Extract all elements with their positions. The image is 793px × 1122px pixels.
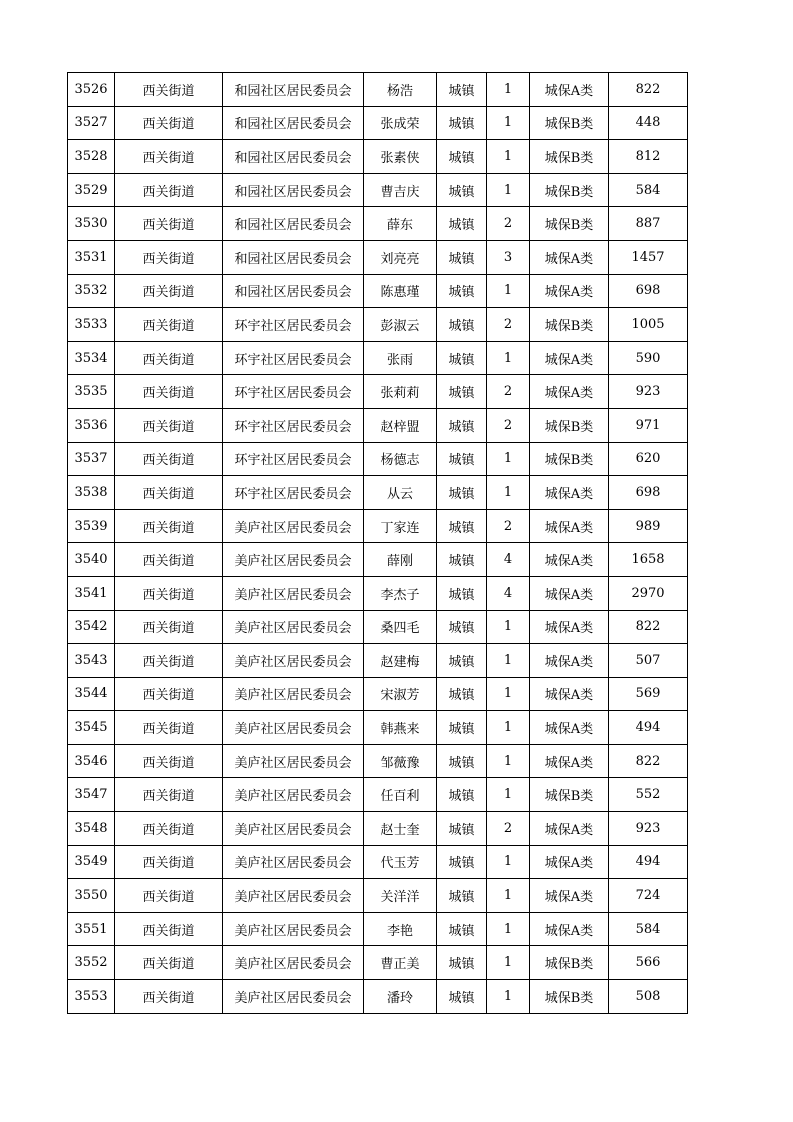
cell-id: 3544: [68, 677, 115, 711]
cell-name: 宋淑芳: [364, 677, 437, 711]
cell-area: 城镇: [437, 509, 487, 543]
cell-amount: 822: [609, 73, 688, 107]
cell-name: 从云: [364, 476, 437, 510]
cell-community: 美庐社区居民委员会: [223, 576, 364, 610]
cell-household-count: 1: [487, 744, 530, 778]
cell-area: 城镇: [437, 341, 487, 375]
cell-area: 城镇: [437, 240, 487, 274]
cell-community: 美庐社区居民委员会: [223, 980, 364, 1014]
cell-name: 张雨: [364, 341, 437, 375]
cell-category: 城保A类: [530, 845, 609, 879]
cell-street: 西关街道: [115, 207, 223, 241]
cell-street: 西关街道: [115, 341, 223, 375]
cell-id: 3535: [68, 375, 115, 409]
cell-id: 3553: [68, 980, 115, 1014]
cell-category: 城保A类: [530, 677, 609, 711]
cell-area: 城镇: [437, 711, 487, 745]
cell-household-count: 1: [487, 946, 530, 980]
cell-household-count: 2: [487, 375, 530, 409]
cell-street: 西关街道: [115, 845, 223, 879]
cell-household-count: 1: [487, 140, 530, 174]
cell-community: 环宇社区居民委员会: [223, 308, 364, 342]
cell-id: 3551: [68, 912, 115, 946]
cell-amount: 812: [609, 140, 688, 174]
cell-area: 城镇: [437, 980, 487, 1014]
cell-category: 城保A类: [530, 912, 609, 946]
cell-category: 城保B类: [530, 308, 609, 342]
cell-amount: 724: [609, 879, 688, 913]
cell-amount: 1457: [609, 240, 688, 274]
cell-household-count: 1: [487, 274, 530, 308]
table-row: [68, 744, 688, 778]
cell-household-count: 2: [487, 509, 530, 543]
cell-name: 关洋洋: [364, 879, 437, 913]
table-row: [68, 140, 688, 174]
cell-area: 城镇: [437, 308, 487, 342]
cell-name: 曹正美: [364, 946, 437, 980]
cell-name: 薛东: [364, 207, 437, 241]
cell-community: 美庐社区居民委员会: [223, 711, 364, 745]
cell-household-count: 2: [487, 308, 530, 342]
cell-amount: 584: [609, 173, 688, 207]
cell-community: 环宇社区居民委员会: [223, 408, 364, 442]
cell-area: 城镇: [437, 744, 487, 778]
cell-community: 和园社区居民委员会: [223, 207, 364, 241]
cell-name: 杨德志: [364, 442, 437, 476]
cell-street: 西关街道: [115, 946, 223, 980]
cell-amount: 569: [609, 677, 688, 711]
cell-area: 城镇: [437, 106, 487, 140]
cell-area: 城镇: [437, 408, 487, 442]
cell-name: 薛刚: [364, 543, 437, 577]
cell-street: 西关街道: [115, 912, 223, 946]
cell-amount: 2970: [609, 576, 688, 610]
cell-household-count: 1: [487, 711, 530, 745]
cell-amount: 448: [609, 106, 688, 140]
cell-category: 城保B类: [530, 980, 609, 1014]
cell-community: 和园社区居民委员会: [223, 274, 364, 308]
cell-street: 西关街道: [115, 711, 223, 745]
cell-community: 环宇社区居民委员会: [223, 442, 364, 476]
cell-area: 城镇: [437, 576, 487, 610]
cell-id: 3526: [68, 73, 115, 107]
table-row: [68, 879, 688, 913]
cell-street: 西关街道: [115, 140, 223, 174]
table-row: [68, 576, 688, 610]
cell-street: 西关街道: [115, 879, 223, 913]
cell-id: 3532: [68, 274, 115, 308]
cell-community: 美庐社区居民委员会: [223, 812, 364, 846]
table-row: [68, 610, 688, 644]
cell-amount: 822: [609, 744, 688, 778]
cell-household-count: 1: [487, 845, 530, 879]
cell-community: 环宇社区居民委员会: [223, 375, 364, 409]
cell-community: 和园社区居民委员会: [223, 140, 364, 174]
table-row: [68, 476, 688, 510]
cell-area: 城镇: [437, 845, 487, 879]
cell-name: 彭淑云: [364, 308, 437, 342]
cell-community: 美庐社区居民委员会: [223, 509, 364, 543]
cell-id: 3538: [68, 476, 115, 510]
cell-category: 城保B类: [530, 106, 609, 140]
cell-household-count: 2: [487, 207, 530, 241]
cell-name: 刘亮亮: [364, 240, 437, 274]
cell-community: 美庐社区居民委员会: [223, 778, 364, 812]
cell-community: 美庐社区居民委员会: [223, 879, 364, 913]
cell-name: 丁家连: [364, 509, 437, 543]
cell-street: 西关街道: [115, 173, 223, 207]
table-row: [68, 207, 688, 241]
cell-id: 3548: [68, 812, 115, 846]
cell-household-count: 2: [487, 408, 530, 442]
cell-area: 城镇: [437, 778, 487, 812]
cell-street: 西关街道: [115, 576, 223, 610]
cell-name: 张素侠: [364, 140, 437, 174]
cell-area: 城镇: [437, 644, 487, 678]
cell-street: 西关街道: [115, 442, 223, 476]
cell-household-count: 3: [487, 240, 530, 274]
cell-name: 张成荣: [364, 106, 437, 140]
cell-category: 城保B类: [530, 173, 609, 207]
cell-household-count: 1: [487, 879, 530, 913]
cell-area: 城镇: [437, 610, 487, 644]
table-row: [68, 73, 688, 107]
cell-amount: 989: [609, 509, 688, 543]
table-row: [68, 509, 688, 543]
cell-community: 美庐社区居民委员会: [223, 744, 364, 778]
cell-household-count: 1: [487, 341, 530, 375]
cell-id: 3547: [68, 778, 115, 812]
cell-household-count: 1: [487, 610, 530, 644]
cell-community: 美庐社区居民委员会: [223, 644, 364, 678]
cell-area: 城镇: [437, 677, 487, 711]
cell-category: 城保A类: [530, 73, 609, 107]
cell-street: 西关街道: [115, 610, 223, 644]
cell-street: 西关街道: [115, 240, 223, 274]
cell-street: 西关街道: [115, 644, 223, 678]
cell-amount: 698: [609, 476, 688, 510]
cell-category: 城保B类: [530, 140, 609, 174]
cell-area: 城镇: [437, 375, 487, 409]
cell-street: 西关街道: [115, 375, 223, 409]
cell-id: 3543: [68, 644, 115, 678]
table-row: [68, 173, 688, 207]
cell-amount: 822: [609, 610, 688, 644]
cell-id: 3530: [68, 207, 115, 241]
cell-community: 和园社区居民委员会: [223, 240, 364, 274]
table-row: [68, 946, 688, 980]
cell-area: 城镇: [437, 73, 487, 107]
table-row: [68, 711, 688, 745]
cell-community: 环宇社区居民委员会: [223, 476, 364, 510]
cell-category: 城保A类: [530, 576, 609, 610]
cell-community: 美庐社区居民委员会: [223, 912, 364, 946]
table-row: [68, 274, 688, 308]
cell-street: 西关街道: [115, 980, 223, 1014]
table-row: [68, 912, 688, 946]
cell-amount: 494: [609, 845, 688, 879]
cell-area: 城镇: [437, 173, 487, 207]
table-row: [68, 375, 688, 409]
roster-body: [68, 73, 688, 1014]
table-row: [68, 341, 688, 375]
cell-area: 城镇: [437, 879, 487, 913]
cell-category: 城保A类: [530, 543, 609, 577]
cell-household-count: 1: [487, 778, 530, 812]
cell-amount: 590: [609, 341, 688, 375]
cell-community: 和园社区居民委员会: [223, 73, 364, 107]
cell-area: 城镇: [437, 543, 487, 577]
table-row: [68, 644, 688, 678]
cell-name: 桑四毛: [364, 610, 437, 644]
cell-amount: 552: [609, 778, 688, 812]
cell-community: 美庐社区居民委员会: [223, 946, 364, 980]
cell-name: 邹薇豫: [364, 744, 437, 778]
cell-amount: 494: [609, 711, 688, 745]
cell-amount: 698: [609, 274, 688, 308]
cell-street: 西关街道: [115, 509, 223, 543]
cell-household-count: 1: [487, 442, 530, 476]
cell-id: 3546: [68, 744, 115, 778]
cell-id: 3549: [68, 845, 115, 879]
cell-street: 西关街道: [115, 308, 223, 342]
table-row: [68, 980, 688, 1014]
cell-category: 城保B类: [530, 442, 609, 476]
cell-amount: 971: [609, 408, 688, 442]
cell-name: 赵建梅: [364, 644, 437, 678]
cell-category: 城保B类: [530, 207, 609, 241]
cell-area: 城镇: [437, 140, 487, 174]
cell-household-count: 1: [487, 173, 530, 207]
cell-household-count: 1: [487, 106, 530, 140]
table-row: [68, 778, 688, 812]
cell-area: 城镇: [437, 812, 487, 846]
cell-area: 城镇: [437, 442, 487, 476]
cell-household-count: 2: [487, 812, 530, 846]
cell-amount: 507: [609, 644, 688, 678]
cell-category: 城保A类: [530, 375, 609, 409]
cell-amount: 923: [609, 812, 688, 846]
cell-name: 潘玲: [364, 980, 437, 1014]
cell-category: 城保A类: [530, 509, 609, 543]
cell-id: 3528: [68, 140, 115, 174]
cell-street: 西关街道: [115, 408, 223, 442]
roster-table: [67, 72, 688, 1014]
cell-id: 3527: [68, 106, 115, 140]
cell-id: 3552: [68, 946, 115, 980]
table-row: [68, 543, 688, 577]
table-row: [68, 845, 688, 879]
cell-name: 曹吉庆: [364, 173, 437, 207]
cell-name: 代玉芳: [364, 845, 437, 879]
cell-community: 美庐社区居民委员会: [223, 677, 364, 711]
cell-amount: 923: [609, 375, 688, 409]
cell-street: 西关街道: [115, 677, 223, 711]
table-row: [68, 408, 688, 442]
cell-community: 美庐社区居民委员会: [223, 543, 364, 577]
cell-area: 城镇: [437, 274, 487, 308]
cell-name: 赵士奎: [364, 812, 437, 846]
cell-street: 西关街道: [115, 543, 223, 577]
cell-id: 3539: [68, 509, 115, 543]
cell-name: 张莉莉: [364, 375, 437, 409]
cell-id: 3540: [68, 543, 115, 577]
cell-category: 城保A类: [530, 341, 609, 375]
cell-amount: 584: [609, 912, 688, 946]
cell-amount: 1005: [609, 308, 688, 342]
cell-household-count: 1: [487, 644, 530, 678]
table-row: [68, 442, 688, 476]
cell-category: 城保A类: [530, 711, 609, 745]
cell-category: 城保B类: [530, 408, 609, 442]
cell-id: 3531: [68, 240, 115, 274]
cell-street: 西关街道: [115, 274, 223, 308]
cell-category: 城保A类: [530, 240, 609, 274]
table-row: [68, 677, 688, 711]
cell-name: 任百利: [364, 778, 437, 812]
cell-amount: 1658: [609, 543, 688, 577]
cell-community: 美庐社区居民委员会: [223, 610, 364, 644]
table-row: [68, 308, 688, 342]
table-row: [68, 106, 688, 140]
cell-name: 杨浩: [364, 73, 437, 107]
cell-household-count: 4: [487, 543, 530, 577]
cell-name: 陈惠瑾: [364, 274, 437, 308]
cell-area: 城镇: [437, 946, 487, 980]
cell-street: 西关街道: [115, 812, 223, 846]
cell-community: 和园社区居民委员会: [223, 106, 364, 140]
cell-street: 西关街道: [115, 73, 223, 107]
cell-category: 城保A类: [530, 274, 609, 308]
cell-id: 3537: [68, 442, 115, 476]
cell-id: 3536: [68, 408, 115, 442]
cell-id: 3545: [68, 711, 115, 745]
cell-amount: 620: [609, 442, 688, 476]
cell-household-count: 1: [487, 476, 530, 510]
cell-amount: 508: [609, 980, 688, 1014]
cell-community: 美庐社区居民委员会: [223, 845, 364, 879]
cell-name: 李艳: [364, 912, 437, 946]
cell-name: 赵梓盟: [364, 408, 437, 442]
cell-id: 3534: [68, 341, 115, 375]
cell-household-count: 1: [487, 980, 530, 1014]
cell-category: 城保A类: [530, 879, 609, 913]
cell-street: 西关街道: [115, 744, 223, 778]
cell-area: 城镇: [437, 476, 487, 510]
cell-id: 3550: [68, 879, 115, 913]
cell-street: 西关街道: [115, 106, 223, 140]
cell-community: 环宇社区居民委员会: [223, 341, 364, 375]
cell-category: 城保B类: [530, 778, 609, 812]
cell-area: 城镇: [437, 207, 487, 241]
cell-id: 3541: [68, 576, 115, 610]
cell-community: 和园社区居民委员会: [223, 173, 364, 207]
cell-amount: 887: [609, 207, 688, 241]
cell-category: 城保A类: [530, 644, 609, 678]
cell-name: 李杰子: [364, 576, 437, 610]
cell-area: 城镇: [437, 912, 487, 946]
cell-street: 西关街道: [115, 778, 223, 812]
cell-id: 3542: [68, 610, 115, 644]
table-row: [68, 812, 688, 846]
cell-id: 3529: [68, 173, 115, 207]
cell-household-count: 1: [487, 73, 530, 107]
cell-id: 3533: [68, 308, 115, 342]
cell-street: 西关街道: [115, 476, 223, 510]
cell-category: 城保A类: [530, 610, 609, 644]
cell-category: 城保A类: [530, 812, 609, 846]
cell-category: 城保A类: [530, 476, 609, 510]
cell-household-count: 4: [487, 576, 530, 610]
cell-household-count: 1: [487, 912, 530, 946]
cell-category: 城保B类: [530, 946, 609, 980]
cell-category: 城保A类: [530, 744, 609, 778]
table-row: [68, 240, 688, 274]
cell-amount: 566: [609, 946, 688, 980]
cell-household-count: 1: [487, 677, 530, 711]
cell-name: 韩燕来: [364, 711, 437, 745]
